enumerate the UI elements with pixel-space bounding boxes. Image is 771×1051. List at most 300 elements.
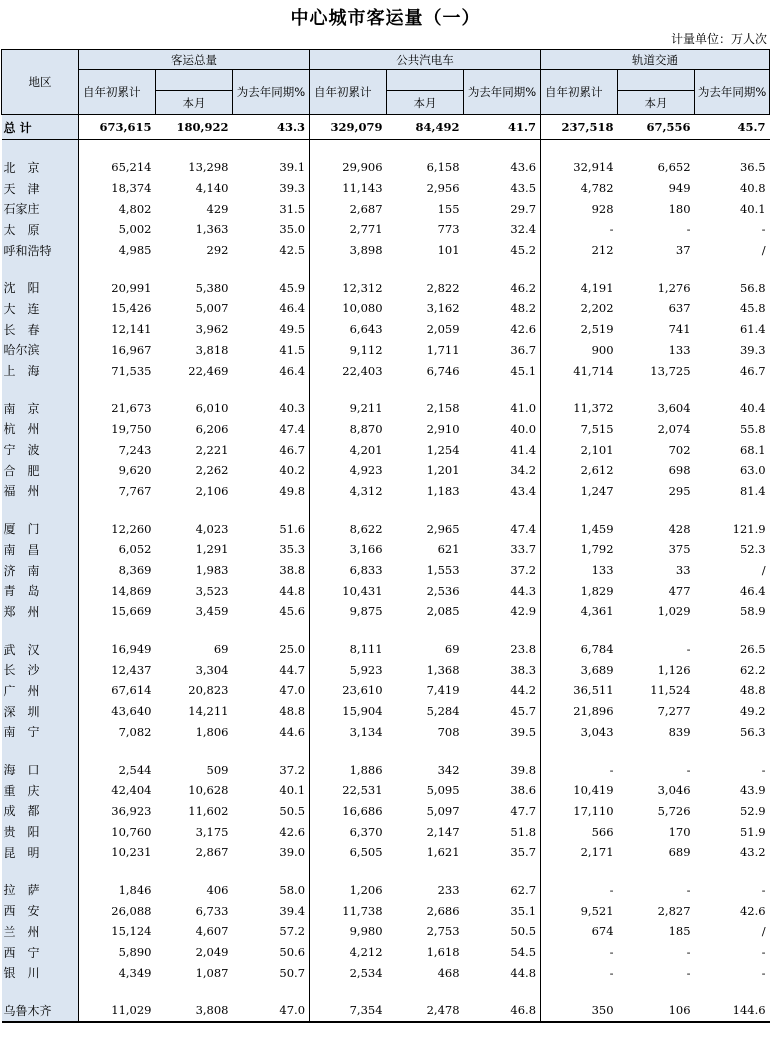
row-value-cell: 674: [591, 924, 614, 939]
row-value-cell: 5,923: [349, 662, 383, 677]
header-yoy: 为去年同期%: [233, 70, 310, 115]
row-value-cell: 39.8: [464, 759, 541, 780]
row-city-name: 武 汉: [2, 639, 79, 660]
row-value-cell: 44.8: [464, 962, 541, 983]
row-value-cell: 42.6: [464, 319, 541, 340]
row-city-name: 深 圳: [2, 701, 79, 722]
row-value-cell: 38.8: [233, 560, 310, 581]
row-value-cell: 698: [668, 463, 691, 478]
table-row: [2, 842, 770, 863]
row-value-cell: 1,087: [195, 965, 229, 980]
row-value-cell: 31.5: [233, 198, 310, 219]
row-value-cell: 33: [675, 563, 691, 578]
row-value-cell: 1,806: [195, 724, 229, 739]
row-value-cell: 2,686: [426, 903, 460, 918]
row-value-cell: 46.4: [739, 583, 766, 598]
row-value-cell: 12,312: [342, 280, 383, 295]
row-value-cell: 4,802: [118, 201, 152, 216]
row-value-cell: 1,459: [580, 521, 614, 536]
row-value-cell: 2,059: [426, 322, 460, 337]
row-city-name: 昆 明: [2, 842, 79, 863]
row-value-cell: 38.6: [464, 780, 541, 801]
row-value-cell: 35.0: [233, 219, 310, 240]
row-value-cell: 477: [668, 583, 691, 598]
row-value-cell: 3,962: [195, 322, 229, 337]
row-value-cell: 2,822: [426, 280, 460, 295]
row-value-cell: 3,898: [349, 243, 383, 258]
row-value-cell: 22,403: [342, 363, 383, 378]
row-value-cell: 741: [668, 322, 691, 337]
table-row: [2, 539, 770, 560]
row-value-cell: -: [609, 965, 614, 980]
row-value-cell: 42.9: [464, 601, 541, 622]
row-value-cell: 8,622: [349, 521, 383, 536]
row-value-cell: 9,112: [349, 342, 383, 357]
row-value-cell: 133: [668, 342, 691, 357]
row-value-cell: 43.9: [739, 783, 766, 798]
table-row: [2, 240, 770, 261]
row-value-cell: 35.7: [464, 842, 541, 863]
row-value-cell: 40.4: [739, 401, 766, 416]
row-value-cell: 69: [213, 642, 229, 657]
row-value-cell: 6,052: [118, 542, 152, 557]
row-value-cell: 4,140: [195, 181, 229, 196]
row-value-cell: 8,870: [349, 421, 383, 436]
row-value-cell: 101: [437, 243, 460, 258]
row-value-cell: 46.4: [233, 360, 310, 381]
row-value-cell: 21,896: [573, 704, 614, 719]
row-value-cell: 2,519: [580, 322, 614, 337]
row-city-name: 青 岛: [2, 580, 79, 601]
row-city-name: 南 京: [2, 398, 79, 419]
row-value-cell: 42.6: [739, 903, 766, 918]
row-value-cell: /: [761, 924, 766, 939]
row-value-cell: 10,760: [111, 824, 152, 839]
row-city-name: 海 口: [2, 759, 79, 780]
row-value-cell: 637: [668, 301, 691, 316]
row-value-cell: /: [761, 243, 766, 258]
row-value-cell: -: [686, 642, 691, 657]
row-value-cell: -: [609, 945, 614, 960]
row-value-cell: 44.2: [464, 680, 541, 701]
row-value-cell: 40.1: [233, 780, 310, 801]
row-city-name: 天 津: [2, 178, 79, 199]
row-value-cell: 2,074: [657, 421, 691, 436]
row-value-cell: 9,980: [349, 924, 383, 939]
row-value-cell: 2,867: [195, 845, 229, 860]
row-value-cell: 2,171: [580, 845, 614, 860]
row-city-name: 上 海: [2, 360, 79, 381]
row-city-name: 太 原: [2, 219, 79, 240]
row-city-name: 西 宁: [2, 942, 79, 963]
page-title: 中心城市客运量（一）: [290, 8, 481, 29]
row-value-cell: 43.5: [464, 178, 541, 199]
row-value-cell: 25.0: [233, 639, 310, 660]
row-value-cell: 1,829: [580, 583, 614, 598]
header-region: 地区: [2, 50, 79, 115]
row-value-cell: 2,158: [426, 401, 460, 416]
row-value-cell: 2,753: [426, 924, 460, 939]
row-city-name: 厦 门: [2, 518, 79, 539]
row-value-cell: 1,254: [426, 442, 460, 457]
row-value-cell: 11,029: [79, 1000, 156, 1022]
table-row: [2, 298, 770, 319]
table-row: [2, 319, 770, 340]
spacer-row: [2, 260, 770, 277]
row-value-cell: /: [761, 563, 766, 578]
row-value-cell: 1,983: [195, 563, 229, 578]
spacer-row: [2, 501, 770, 518]
table-row: [2, 801, 770, 822]
row-value-cell: 4,782: [580, 181, 614, 196]
spacer-row: [2, 863, 770, 880]
table-row: [2, 198, 770, 219]
table-row: [2, 900, 770, 921]
row-value-cell: 40.3: [233, 398, 310, 419]
spacer-row: [2, 983, 770, 1000]
row-value-cell: 32.4: [464, 219, 541, 240]
row-city-name: 福 州: [2, 481, 79, 502]
row-value-cell: 58.9: [739, 604, 766, 619]
row-value-cell: 22,531: [342, 783, 383, 798]
row-value-cell: 44.7: [233, 659, 310, 680]
row-value-cell: 51.6: [233, 518, 310, 539]
row-value-cell: 16,949: [111, 642, 152, 657]
row-value-cell: 49.8: [233, 481, 310, 502]
row-value-cell: 375: [668, 542, 691, 557]
row-value-cell: 21,673: [111, 401, 152, 416]
row-value-cell: 9,620: [118, 463, 152, 478]
row-city-name: 乌鲁木齐: [2, 1000, 79, 1022]
row-value-cell: 708: [437, 724, 460, 739]
row-value-cell: 7,767: [118, 483, 152, 498]
row-value-cell: 65,214: [111, 160, 152, 175]
header-cumulative: 自年初累计: [79, 70, 156, 115]
row-city-name: 西 安: [2, 900, 79, 921]
spacer-row: [2, 622, 770, 639]
row-value-cell: 3,459: [195, 604, 229, 619]
row-value-cell: 49.5: [233, 319, 310, 340]
row-city-name: 贵 阳: [2, 821, 79, 842]
row-value-cell: 51.8: [464, 821, 541, 842]
row-value-cell: 46.7: [739, 363, 766, 378]
row-value-cell: 2,771: [349, 222, 383, 237]
row-value-cell: -: [686, 762, 691, 777]
row-value-cell: 1,846: [118, 882, 152, 897]
row-value-cell: 52.3: [739, 542, 766, 557]
row-value-cell: 121.9: [732, 521, 766, 536]
header-group-bus: 公共汽电车: [310, 50, 541, 70]
table-row: [2, 439, 770, 460]
row-value-cell: 2,101: [580, 442, 614, 457]
row-value-cell: 350: [541, 1000, 618, 1022]
row-value-cell: 2,221: [195, 442, 229, 457]
row-city-name: 南 宁: [2, 722, 79, 743]
row-value-cell: 11,372: [573, 401, 614, 416]
row-value-cell: 237,518: [541, 115, 618, 140]
table-row: [2, 219, 770, 240]
row-value-cell: 45.7: [464, 701, 541, 722]
row-value-cell: 12,437: [111, 662, 152, 677]
row-value-cell: 26,088: [111, 903, 152, 918]
row-value-cell: 50.5: [464, 921, 541, 942]
row-value-cell: 62.2: [739, 662, 766, 677]
row-value-cell: 45.8: [739, 301, 766, 316]
row-value-cell: 41.7: [464, 115, 541, 140]
row-value-cell: 3,166: [349, 542, 383, 557]
row-value-cell: 18,374: [111, 181, 152, 196]
row-value-cell: 2,049: [195, 945, 229, 960]
row-value-cell: 67,556: [618, 115, 695, 140]
row-value-cell: 69: [444, 642, 460, 657]
header-month: 本月: [156, 91, 233, 115]
row-value-cell: 71,535: [111, 363, 152, 378]
header-month: 本月: [618, 91, 695, 115]
row-city-name: 呼和浩特: [2, 240, 79, 261]
row-value-cell: 1,126: [657, 662, 691, 677]
row-value-cell: -: [686, 882, 691, 897]
row-value-cell: 15,669: [111, 604, 152, 619]
table-row: [2, 701, 770, 722]
row-value-cell: 928: [591, 201, 614, 216]
row-value-cell: 57.2: [233, 921, 310, 942]
row-value-cell: 47.4: [233, 419, 310, 440]
row-value-cell: 3,046: [657, 783, 691, 798]
row-city-name: 兰 州: [2, 921, 79, 942]
row-value-cell: 7,354: [310, 1000, 387, 1022]
row-value-cell: 7,082: [118, 724, 152, 739]
row-value-cell: 55.8: [739, 421, 766, 436]
row-value-cell: 2,544: [118, 762, 152, 777]
row-value-cell: 180,922: [156, 115, 233, 140]
row-value-cell: 5,726: [657, 803, 691, 818]
table-row: [2, 780, 770, 801]
row-value-cell: 37.2: [233, 759, 310, 780]
row-value-cell: 1,206: [349, 882, 383, 897]
row-value-cell: 44.6: [233, 722, 310, 743]
header-cumulative: 自年初累计: [310, 70, 387, 115]
row-value-cell: 9,211: [349, 401, 383, 416]
row-city-name: 重 庆: [2, 780, 79, 801]
row-city-name: 银 川: [2, 962, 79, 983]
header-yoy: 为去年同期%: [695, 70, 770, 115]
row-city-name: 大 连: [2, 298, 79, 319]
row-value-cell: 42.6: [233, 821, 310, 842]
row-value-cell: -: [686, 222, 691, 237]
row-value-cell: 33.7: [464, 539, 541, 560]
header-month: 本月: [387, 91, 464, 115]
row-value-cell: 11,738: [342, 903, 383, 918]
row-value-cell: 62.7: [464, 880, 541, 901]
row-value-cell: 23.8: [464, 639, 541, 660]
row-value-cell: 292: [206, 243, 229, 258]
row-value-cell: 17,110: [573, 803, 614, 818]
row-value-cell: 43.4: [464, 481, 541, 502]
row-value-cell: 26.5: [739, 642, 766, 657]
row-value-cell: 46.2: [464, 277, 541, 298]
row-value-cell: 15,124: [111, 924, 152, 939]
row-city-name: 北 京: [2, 157, 79, 178]
row-value-cell: 329,079: [310, 115, 387, 140]
row-value-cell: 406: [206, 882, 229, 897]
row-city-name: 哈尔滨: [2, 340, 79, 361]
row-value-cell: 5,380: [195, 280, 229, 295]
row-value-cell: 48.8: [739, 683, 766, 698]
row-value-cell: 11,602: [188, 803, 229, 818]
row-value-cell: 12,260: [111, 521, 152, 536]
row-value-cell: 7,419: [426, 683, 460, 698]
row-value-cell: 3,604: [657, 401, 691, 416]
row-value-cell: 81.4: [739, 483, 766, 498]
table-row: [2, 962, 770, 983]
table-row: [2, 639, 770, 660]
table-row: [2, 601, 770, 622]
row-value-cell: 6,746: [426, 363, 460, 378]
row-value-cell: 342: [437, 762, 460, 777]
row-value-cell: 19,750: [111, 421, 152, 436]
table-row: [2, 157, 770, 178]
row-value-cell: 839: [668, 724, 691, 739]
row-value-cell: 46.4: [233, 298, 310, 319]
row-value-cell: 6,505: [349, 845, 383, 860]
row-value-cell: 1,183: [426, 483, 460, 498]
row-value-cell: 67,614: [111, 683, 152, 698]
row-value-cell: 42,404: [111, 783, 152, 798]
row-value-cell: 6,784: [580, 642, 614, 657]
row-value-cell: 37: [675, 243, 691, 258]
row-value-cell: 5,097: [426, 803, 460, 818]
row-value-cell: 56.3: [739, 724, 766, 739]
row-value-cell: -: [761, 965, 766, 980]
row-value-cell: 3,134: [349, 724, 383, 739]
row-value-cell: 1,621: [426, 845, 460, 860]
table-row: [2, 115, 770, 140]
row-value-cell: 949: [668, 181, 691, 196]
row-value-cell: 6,833: [349, 563, 383, 578]
row-value-cell: 673,615: [79, 115, 156, 140]
row-value-cell: 2,536: [426, 583, 460, 598]
header-yoy: 为去年同期%: [464, 70, 541, 115]
row-value-cell: 38.3: [464, 659, 541, 680]
spacer-row: [2, 381, 770, 398]
row-value-cell: 58.0: [233, 880, 310, 901]
row-value-cell: 16,967: [111, 342, 152, 357]
row-value-cell: -: [609, 762, 614, 777]
row-value-cell: 39.3: [739, 342, 766, 357]
row-value-cell: 3,304: [195, 662, 229, 677]
table-row: [2, 398, 770, 419]
row-value-cell: 39.4: [233, 900, 310, 921]
row-value-cell: 10,431: [342, 583, 383, 598]
row-value-cell: 1,363: [195, 222, 229, 237]
row-value-cell: 180: [668, 201, 691, 216]
row-value-cell: 36.7: [464, 340, 541, 361]
row-value-cell: 1,201: [426, 463, 460, 478]
row-value-cell: 233: [437, 882, 460, 897]
row-value-cell: 47.0: [233, 1000, 310, 1022]
row-value-cell: 39.5: [464, 722, 541, 743]
row-city-name: 沈 阳: [2, 277, 79, 298]
row-value-cell: -: [686, 945, 691, 960]
table-row: [2, 659, 770, 680]
row-value-cell: 2,910: [426, 421, 460, 436]
row-value-cell: 14,869: [111, 583, 152, 598]
row-value-cell: 2,827: [657, 903, 691, 918]
row-value-cell: 43.6: [464, 157, 541, 178]
row-value-cell: 11,524: [650, 683, 691, 698]
row-value-cell: 2,147: [426, 824, 460, 839]
row-value-cell: 2,478: [387, 1000, 464, 1022]
row-value-cell: 46.8: [464, 1000, 541, 1022]
table-row: [2, 942, 770, 963]
row-value-cell: 5,095: [426, 783, 460, 798]
row-value-cell: 4,607: [195, 924, 229, 939]
row-value-cell: 44.3: [464, 580, 541, 601]
row-value-cell: 14,211: [188, 704, 229, 719]
row-value-cell: 42.5: [233, 240, 310, 261]
row-value-cell: 35.1: [464, 900, 541, 921]
row-value-cell: 36.5: [739, 160, 766, 175]
table-row: [2, 722, 770, 743]
row-value-cell: 2,085: [426, 604, 460, 619]
row-value-cell: 29,906: [342, 160, 383, 175]
row-value-cell: 84,492: [387, 115, 464, 140]
row-city-name: 郑 州: [2, 601, 79, 622]
row-value-cell: 4,985: [118, 243, 152, 258]
row-value-cell: 8,111: [349, 642, 383, 657]
row-value-cell: 1,886: [349, 762, 383, 777]
row-value-cell: 48.2: [464, 298, 541, 319]
row-value-cell: 20,991: [111, 280, 152, 295]
row-value-cell: 185: [668, 924, 691, 939]
row-city-name: 广 州: [2, 680, 79, 701]
row-value-cell: 6,010: [195, 401, 229, 416]
row-value-cell: 1,276: [657, 280, 691, 295]
row-value-cell: 2,687: [349, 201, 383, 216]
row-city-name: 济 南: [2, 560, 79, 581]
row-value-cell: 43.3: [233, 115, 310, 140]
row-value-cell: 29.7: [464, 198, 541, 219]
row-value-cell: 6,652: [657, 160, 691, 175]
row-value-cell: 1,291: [195, 542, 229, 557]
row-value-cell: 212: [591, 243, 614, 258]
row-value-cell: 43.2: [739, 845, 766, 860]
row-value-cell: 773: [437, 222, 460, 237]
row-city-name: 合 肥: [2, 460, 79, 481]
row-value-cell: -: [761, 945, 766, 960]
row-value-cell: 35.3: [233, 539, 310, 560]
row-value-cell: 1,368: [426, 662, 460, 677]
row-value-cell: 3,043: [580, 724, 614, 739]
row-value-cell: 5,890: [118, 945, 152, 960]
row-value-cell: 1,711: [426, 342, 460, 357]
row-value-cell: 4,191: [580, 280, 614, 295]
row-value-cell: 4,212: [349, 945, 383, 960]
row-city-name: 总 计: [2, 115, 79, 140]
row-value-cell: 1,618: [426, 945, 460, 960]
row-value-cell: 3,523: [195, 583, 229, 598]
row-value-cell: 43,640: [111, 704, 152, 719]
row-value-cell: 2,956: [426, 181, 460, 196]
row-city-name: 成 都: [2, 801, 79, 822]
row-value-cell: 2,534: [349, 965, 383, 980]
table-row: [2, 360, 770, 381]
table-row: [2, 1000, 770, 1022]
row-city-name: 南 昌: [2, 539, 79, 560]
row-value-cell: 36,511: [573, 683, 614, 698]
row-value-cell: 40.2: [233, 460, 310, 481]
row-value-cell: 51.9: [739, 824, 766, 839]
